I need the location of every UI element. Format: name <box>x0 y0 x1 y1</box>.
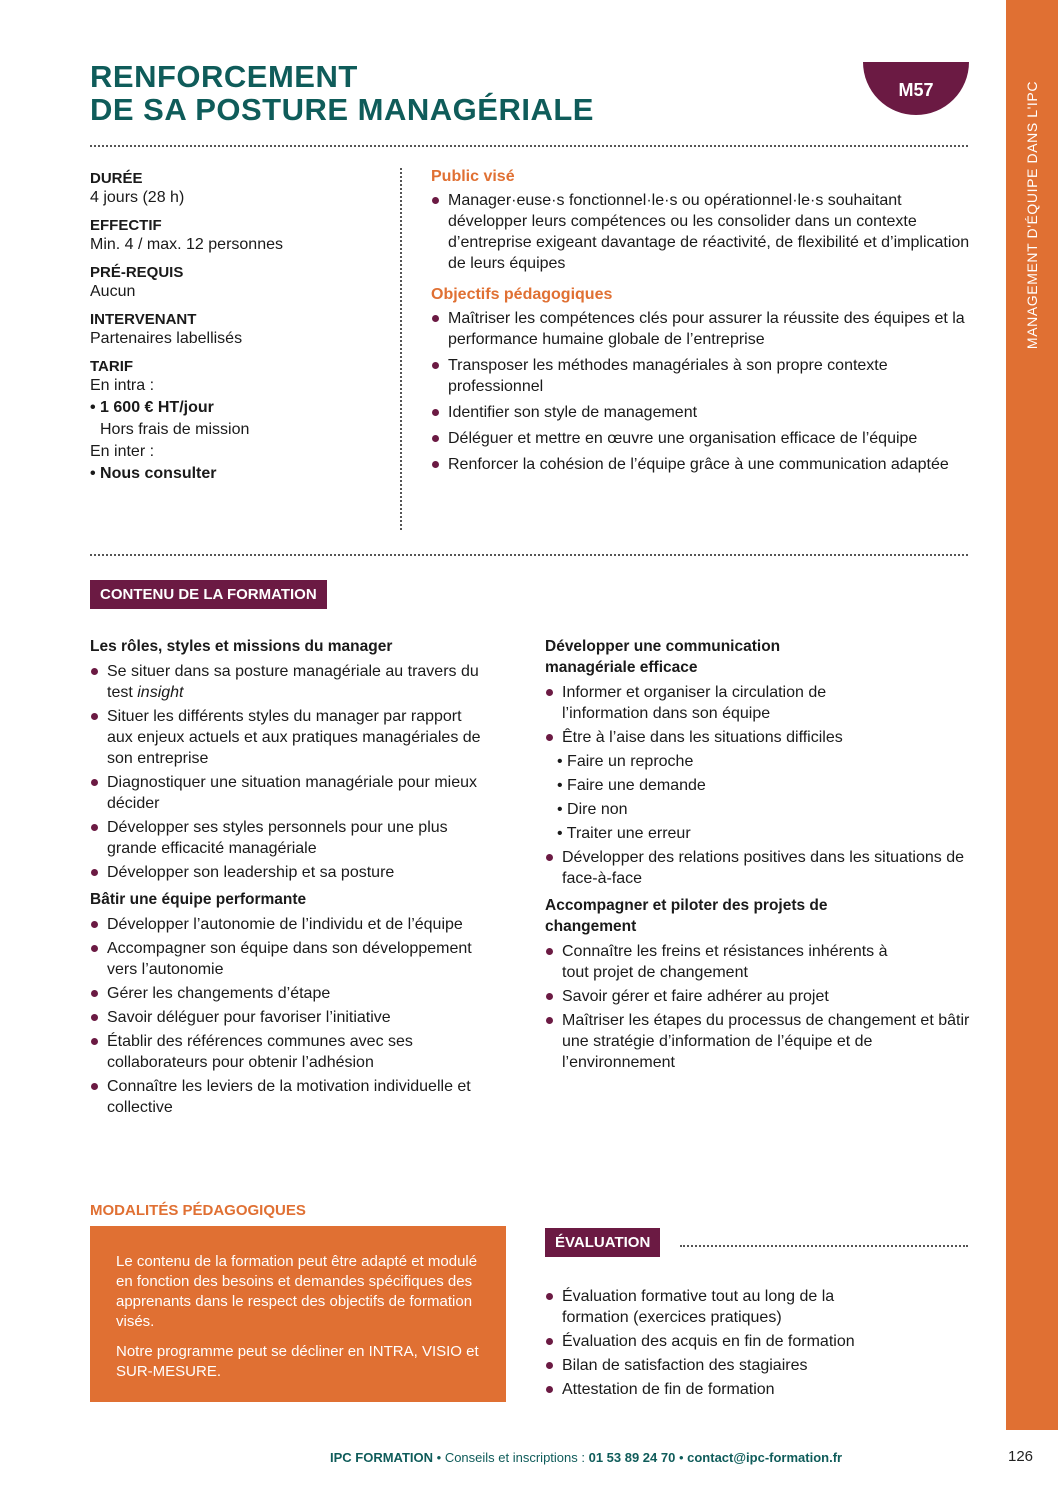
insight-term: insight <box>137 684 184 701</box>
sub-list-item: • Faire une demande <box>557 777 706 794</box>
list-item: Transposer les méthodes managériales à son propre contexte professionnel <box>431 355 976 397</box>
s4-list <box>545 941 975 1073</box>
duree-value: 4 jours (28 h) <box>90 189 185 206</box>
info-panel <box>90 170 390 485</box>
intervenant-value: Partenaires labellisés <box>90 330 243 347</box>
duree-label: DURÉE <box>90 170 143 187</box>
list-item: Manager·euse·s fonctionnel·le·s ou opérationnel·le·s souhaitant développer leurs compétences ou les consolider dans un contexte d’entreprise exigeant davantage de réactivité, de flexibilité et d’implication de leurs équipes <box>431 190 976 274</box>
divider <box>90 145 968 147</box>
footer: IPC FORMATION • Conseils et inscriptions : 01 53 89 24 70 • contact@ipc-formation.fr <box>330 1450 843 1465</box>
sub-list-item: • Traiter une erreur <box>557 825 691 842</box>
section-sidebar <box>1006 0 1058 1430</box>
tarif-inter-label: En inter : <box>90 443 155 460</box>
divider <box>90 554 968 556</box>
list-item: Être à l’aise dans les situations difficiles <box>545 727 975 748</box>
list-item: Informer et organiser la circulation de l’information dans son équipe <box>545 682 862 724</box>
list-item: Savoir gérer et faire adhérer au projet <box>545 986 975 1007</box>
list-item: Développer ses styles personnels pour une plus grande efficacité managériale <box>90 817 490 859</box>
list-item: Évaluation des acquis en fin de formation <box>545 1331 965 1352</box>
s2-list <box>90 914 490 1118</box>
list-item: Attestation de fin de formation <box>545 1379 965 1400</box>
list-item: Se situer dans sa posture managériale au travers du test insight <box>90 661 490 703</box>
s3-list-cont <box>545 847 975 889</box>
page-number: 126 <box>1008 1448 1034 1465</box>
public-heading: Public visé <box>431 168 515 185</box>
footer-label: Conseils et inscriptions : <box>444 1450 589 1465</box>
list-item: Savoir déléguer pour favoriser l’initiative <box>90 1007 490 1028</box>
prerequis-value: Aucun <box>90 283 136 300</box>
s1-heading: Les rôles, styles et missions du manager <box>90 638 393 655</box>
contenu-tag: CONTENU DE LA FORMATION <box>90 580 327 609</box>
effectif-label: EFFECTIF <box>90 217 162 234</box>
s3-heading: Développer une communication managériale efficace <box>545 638 781 676</box>
title-line-1: RENFORCEMENT <box>90 59 358 94</box>
sidebar-label: MANAGEMENT D'ÉQUIPE DANS L'IPC <box>1024 80 1040 350</box>
list-item: Gérer les changements d’étape <box>90 983 490 1004</box>
list-item: Accompagner son équipe dans son développement vers l’autonomie <box>90 938 490 980</box>
footer-phone[interactable]: 01 53 89 24 70 <box>588 1450 676 1465</box>
sub-list-item: • Dire non <box>557 801 628 818</box>
modalites-heading: MODALITÉS PÉDAGOGIQUES <box>90 1202 306 1219</box>
list-item: Connaître les leviers de la motivation individuelle et collective <box>90 1076 490 1118</box>
list-item: Développer des relations positives dans les situations de face-à-face <box>545 847 975 889</box>
contenu-left-column <box>90 630 490 1121</box>
tarif-label: TARIF <box>90 358 134 375</box>
prerequis-label: PRÉ-REQUIS <box>90 264 184 281</box>
list-item: Développer l’autonomie de l’individu et de l’équipe <box>90 914 490 935</box>
s1-list <box>90 661 490 883</box>
footer-email-link[interactable]: contact@ipc-formation.fr <box>687 1450 843 1465</box>
list-item: Identifier son style de management <box>431 402 976 423</box>
list-item: Connaître les freins et résistances inhérents à tout projet de changement <box>545 941 902 983</box>
sub-list-item: • Faire un reproche <box>557 753 694 770</box>
list-item: Maîtriser les compétences clés pour assurer la réussite des équipes et la performance humaine globale de l’entreprise <box>431 308 976 350</box>
list-item: Déléguer et mettre en œuvre une organisation efficace de l’équipe <box>431 428 976 449</box>
title-line-2: DE SA POSTURE MANAGÉRIALE <box>90 92 594 127</box>
list-item: Évaluation formative tout au long de la formation (exercices pratiques) <box>545 1286 882 1328</box>
vertical-divider <box>400 168 402 530</box>
tarif-intra-note: Hors frais de mission <box>100 421 250 438</box>
tarif-intra-price: • 1 600 € HT/jour <box>90 399 214 416</box>
public-list <box>431 190 976 274</box>
module-code-badge: M57 <box>863 62 969 115</box>
evaluation-list <box>545 1286 965 1400</box>
effectif-value: Min. 4 / max. 12 personnes <box>90 236 283 253</box>
list-item: Situer les différents styles du manager par rapport aux enjeux actuels et aux pratiques managériales de son entreprise <box>90 706 490 769</box>
list-item: Bilan de satisfaction des stagiaires <box>545 1355 965 1376</box>
public-objectifs-panel <box>431 168 976 480</box>
list-item: Renforcer la cohésion de l’équipe grâce à une communication adaptée <box>431 454 976 475</box>
list-item: Maîtriser les étapes du processus de changement et bâtir une stratégie d’information de l’équipe et de l’environnement <box>545 1010 975 1073</box>
modalites-text-1: Le contenu de la formation peut être adapté et modulé en fonction des besoins et demandes spécifiques des apprenants dans le respect des objectifs de formation visés. <box>116 1253 478 1330</box>
list-item: Diagnostiquer une situation managériale pour mieux décider <box>90 772 490 814</box>
divider <box>680 1245 968 1247</box>
list-item: Développer son leadership et sa posture <box>90 862 490 883</box>
s3-sublist <box>545 751 975 844</box>
footer-brand: IPC FORMATION <box>330 1450 434 1465</box>
tarif-intra-label: En intra : <box>90 377 155 394</box>
tarif-inter-value: • Nous consulter <box>90 465 217 482</box>
objectifs-list <box>431 308 976 475</box>
s4-heading: Accompagner et piloter des projets de changement <box>545 897 828 935</box>
contenu-right-column <box>545 630 975 1076</box>
modalites-text-2: Notre programme peut se décliner en INTRA, VISIO et SUR-MESURE. <box>116 1343 479 1380</box>
evaluation-tag: ÉVALUATION <box>545 1228 660 1257</box>
modalites-box <box>90 1226 506 1402</box>
evaluation-panel <box>545 1282 965 1403</box>
list-item: Établir des références communes avec ses collaborateurs pour obtenir l’adhésion <box>90 1031 490 1073</box>
page-title <box>90 60 594 126</box>
intervenant-label: INTERVENANT <box>90 311 197 328</box>
objectifs-heading: Objectifs pédagogiques <box>431 286 613 303</box>
s3-list <box>545 682 975 748</box>
s2-heading: Bâtir une équipe performante <box>90 891 307 908</box>
